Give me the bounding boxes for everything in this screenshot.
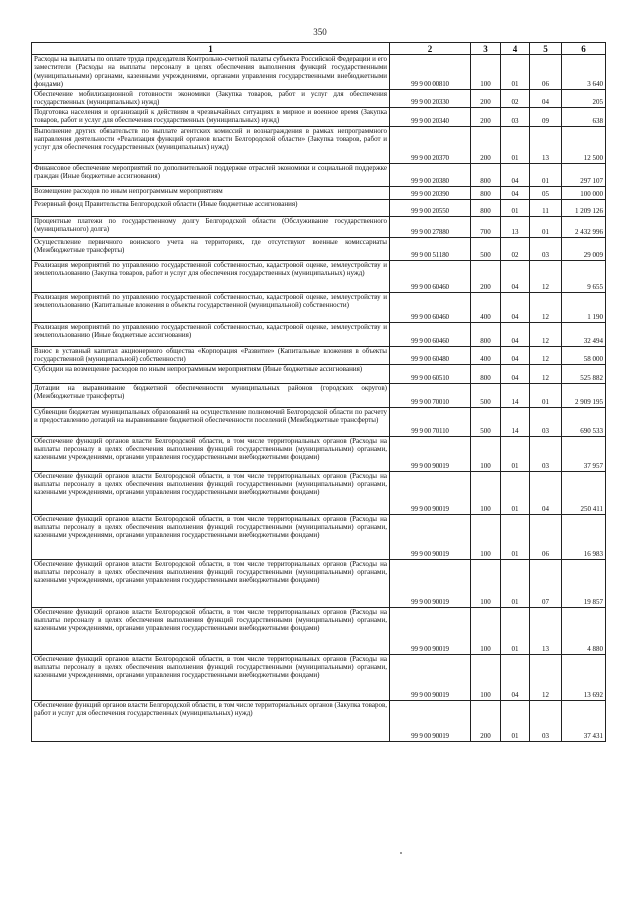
cell-description: Обеспечение мобилизационной готовности экономики (Закупка товаров, работ и услуг для обеспечения государственных (муниципальных) нужд) (32, 89, 390, 107)
cell-section: 04 (501, 260, 530, 292)
cell-code: 99 9 00 60510 (390, 364, 471, 383)
cell-section: 02 (501, 89, 530, 107)
table-row (32, 654, 606, 700)
cell-code: 99 9 00 20370 (390, 126, 471, 163)
cell-amount: 9 655 (562, 260, 606, 292)
cell-expense-type: 200 (471, 89, 501, 107)
cell-section: 03 (501, 107, 530, 126)
cell-code: 99 9 00 20390 (390, 186, 471, 199)
table-row (32, 436, 606, 471)
cell-description: Подготовка населения и организаций к действиям в чрезвычайных ситуациях в мирное и военное время (Закупка товаров, работ и услуг для обеспечения государственных (муниципальных) нужд) (32, 107, 390, 126)
table-body (32, 55, 606, 742)
cell-expense-type: 100 (471, 471, 501, 514)
cell-description: Процентные платежи по государственному долгу Белгородской области (Обслуживание государственного (муниципального) долга) (32, 216, 390, 237)
cell-code: 99 9 00 90019 (390, 471, 471, 514)
column-header-section: 4 (501, 43, 530, 55)
cell-amount: 58 000 (562, 346, 606, 364)
cell-description: Возмещение расходов по иным непрограммным мероприятиям (32, 186, 390, 199)
cell-subsection: 01 (530, 163, 562, 186)
cell-description: Резервный фонд Правительства Белгородской области (Иные бюджетные ассигнования) (32, 199, 390, 216)
cell-expense-type: 800 (471, 364, 501, 383)
cell-subsection: 07 (530, 559, 562, 607)
cell-amount: 638 (562, 107, 606, 126)
cell-expense-type: 100 (471, 55, 501, 90)
cell-section: 04 (501, 364, 530, 383)
cell-description: Выполнение других обязательств по выплате агентских комиссий и вознаграждения в рамках непрограммного направления деятельности «Реализация функций органов власти Белгородской области» (Закупка товаров, работ и услуг для обеспечения государственных (муниципальных) нужд) (32, 126, 390, 163)
cell-section: 04 (501, 186, 530, 199)
cell-code: 99 9 00 90019 (390, 436, 471, 471)
cell-expense-type: 800 (471, 322, 501, 346)
cell-section: 13 (501, 216, 530, 237)
cell-amount: 690 533 (562, 407, 606, 436)
cell-expense-type: 500 (471, 237, 501, 260)
cell-amount: 19 857 (562, 559, 606, 607)
scan-mark (400, 852, 402, 854)
cell-description: Обеспечение функций органов власти Белгородской области, в том числе территориальных органов (Расходы на выплаты персоналу в целях обеспечения выполнения функций государственными (муниципальными) органами, казенными учреждениями, органами управления государственными внебюджетными фондами) (32, 514, 390, 559)
cell-amount: 4 880 (562, 607, 606, 654)
cell-amount: 37 431 (562, 700, 606, 741)
cell-expense-type: 100 (471, 514, 501, 559)
cell-amount: 1 209 126 (562, 199, 606, 216)
cell-section: 01 (501, 514, 530, 559)
cell-amount: 525 882 (562, 364, 606, 383)
cell-code: 99 9 00 70010 (390, 383, 471, 407)
cell-subsection: 12 (530, 292, 562, 322)
cell-code: 99 9 00 60480 (390, 346, 471, 364)
cell-expense-type: 400 (471, 292, 501, 322)
cell-expense-type: 100 (471, 654, 501, 700)
cell-subsection: 12 (530, 346, 562, 364)
table-header-row (32, 43, 606, 55)
cell-code: 99 9 00 20330 (390, 89, 471, 107)
cell-code: 99 9 00 20550 (390, 199, 471, 216)
cell-amount: 37 957 (562, 436, 606, 471)
table-row (32, 407, 606, 436)
cell-description: Обеспечение функций органов власти Белгородской области, в том числе территориальных органов (Закупка товаров, работ и услуг для обеспечения государственных (муниципальных) нужд) (32, 700, 390, 741)
cell-amount: 297 107 (562, 163, 606, 186)
cell-amount: 100 000 (562, 186, 606, 199)
cell-expense-type: 100 (471, 436, 501, 471)
cell-subsection: 05 (530, 186, 562, 199)
table-row (32, 199, 606, 216)
cell-description: Обеспечение функций органов власти Белгородской области, в том числе территориальных органов (Расходы на выплаты персоналу в целях обеспечения выполнения функций государственными (муниципальными) органами, казенными учреждениями, органами управления государственными внебюджетными фондами) (32, 436, 390, 471)
cell-description: Обеспечение функций органов власти Белгородской области, в том числе территориальных органов (Расходы на выплаты персоналу в целях обеспечения выполнения функций государственными (муниципальными) органами, казенными учреждениями, органами управления государственными внебюджетными фондами) (32, 654, 390, 700)
table-row (32, 700, 606, 741)
cell-subsection: 03 (530, 407, 562, 436)
table-row (32, 260, 606, 292)
cell-section: 01 (501, 471, 530, 514)
cell-code: 99 9 00 90019 (390, 654, 471, 700)
cell-subsection: 06 (530, 55, 562, 90)
cell-code: 99 9 00 51180 (390, 237, 471, 260)
table-row (32, 346, 606, 364)
cell-code: 99 9 00 90019 (390, 514, 471, 559)
cell-subsection: 12 (530, 322, 562, 346)
cell-subsection: 11 (530, 199, 562, 216)
cell-subsection: 12 (530, 364, 562, 383)
cell-description: Реализация мероприятий по управлению государственной собственностью, кадастровой оценке, землеустройству и землепользованию (Иные бюджетные ассигнования) (32, 322, 390, 346)
table-row (32, 186, 606, 199)
cell-section: 04 (501, 292, 530, 322)
cell-expense-type: 100 (471, 559, 501, 607)
cell-code: 99 9 00 90019 (390, 700, 471, 741)
column-header-amount: 6 (562, 43, 606, 55)
table-row (32, 514, 606, 559)
cell-description: Обеспечение функций органов власти Белгородской области, в том числе территориальных органов (Расходы на выплаты персоналу в целях обеспечения выполнения функций государственными (муниципальными) органами, казенными учреждениями, органами управления государственными внебюджетными фондами) (32, 471, 390, 514)
cell-subsection: 06 (530, 514, 562, 559)
table-row (32, 364, 606, 383)
cell-amount: 3 640 (562, 55, 606, 90)
cell-code: 99 9 00 90019 (390, 559, 471, 607)
cell-expense-type: 800 (471, 186, 501, 199)
cell-description: Дотации на выравнивание бюджетной обеспеченности муниципальных районов (городских округов) (Межбюджетные трансферты) (32, 383, 390, 407)
cell-expense-type: 500 (471, 407, 501, 436)
cell-description: Обеспечение функций органов власти Белгородской области, в том числе территориальных органов (Расходы на выплаты персоналу в целях обеспечения выполнения функций государственными (муниципальными) органами, казенными учреждениями, органами управления государственными внебюджетными фондами) (32, 559, 390, 607)
table-row (32, 89, 606, 107)
cell-amount: 2 909 195 (562, 383, 606, 407)
cell-subsection: 12 (530, 654, 562, 700)
cell-amount: 29 009 (562, 237, 606, 260)
table-row (32, 163, 606, 186)
cell-description: Субсидии на возмещение расходов по иным непрограммным мероприятиям (Иные бюджетные ассигнования) (32, 364, 390, 383)
cell-section: 04 (501, 654, 530, 700)
cell-expense-type: 800 (471, 163, 501, 186)
cell-amount: 2 432 996 (562, 216, 606, 237)
table-row (32, 237, 606, 260)
cell-expense-type: 500 (471, 383, 501, 407)
cell-subsection: 09 (530, 107, 562, 126)
cell-section: 04 (501, 163, 530, 186)
cell-subsection: 03 (530, 237, 562, 260)
cell-subsection: 01 (530, 383, 562, 407)
table-row (32, 559, 606, 607)
cell-expense-type: 800 (471, 199, 501, 216)
cell-code: 99 9 00 20340 (390, 107, 471, 126)
cell-description: Реализация мероприятий по управлению государственной собственностью, кадастровой оценке, землеустройству и землепользованию (Капитальные вложения в объекты государственной (муниципальной) собственности) (32, 292, 390, 322)
cell-amount: 205 (562, 89, 606, 107)
cell-section: 14 (501, 383, 530, 407)
cell-section: 14 (501, 407, 530, 436)
table-row (32, 383, 606, 407)
cell-expense-type: 200 (471, 126, 501, 163)
cell-section: 04 (501, 346, 530, 364)
cell-code: 99 9 00 20380 (390, 163, 471, 186)
cell-code: 99 9 00 60460 (390, 322, 471, 346)
cell-code: 99 9 00 60460 (390, 292, 471, 322)
cell-section: 01 (501, 55, 530, 90)
cell-expense-type: 400 (471, 346, 501, 364)
cell-expense-type: 100 (471, 607, 501, 654)
cell-description: Взнос в уставный капитал акционерного общества «Корпорация «Развитие» (Капитальные вложения в объекты государственной (муниципальной) собственности) (32, 346, 390, 364)
table-row (32, 471, 606, 514)
column-header-code: 2 (390, 43, 471, 55)
cell-section: 01 (501, 559, 530, 607)
cell-section: 01 (501, 126, 530, 163)
table-row (32, 107, 606, 126)
cell-section: 04 (501, 322, 530, 346)
cell-code: 99 9 00 90019 (390, 607, 471, 654)
cell-description: Расходы на выплаты по оплате труда председателя Контрольно-счетной палаты субъекта Российской Федерации и его заместители (Расходы на выплаты персоналу в целях обеспечения выполнения функций государственными (муниципальными) органами, казенными учреждениями, органами управления государственными внебюджетными фондами) (32, 55, 390, 90)
cell-description: Субвенции бюджетам муниципальных образований на осуществление полномочий Белгородской области по расчету и предоставлению дотаций на выравнивание бюджетной обеспеченности поселений (Межбюджетные трансферты) (32, 407, 390, 436)
table-row (32, 216, 606, 237)
cell-subsection: 12 (530, 260, 562, 292)
cell-subsection: 03 (530, 436, 562, 471)
cell-expense-type: 200 (471, 700, 501, 741)
cell-amount: 16 983 (562, 514, 606, 559)
cell-expense-type: 200 (471, 260, 501, 292)
cell-amount: 12 500 (562, 126, 606, 163)
table-row (32, 55, 606, 90)
cell-subsection: 04 (530, 471, 562, 514)
cell-amount: 1 190 (562, 292, 606, 322)
cell-section: 01 (501, 607, 530, 654)
cell-subsection: 13 (530, 607, 562, 654)
table-row (32, 126, 606, 163)
cell-code: 99 9 00 60460 (390, 260, 471, 292)
cell-description: Финансовое обеспечение мероприятий по дополнительной поддержке отраслей экономики и социальной поддержке граждан (Иные бюджетные ассигнования) (32, 163, 390, 186)
cell-subsection: 13 (530, 126, 562, 163)
cell-description: Осуществление первичного воинского учета на территориях, где отсутствуют военные комиссариаты (Межбюджетные трансферты) (32, 237, 390, 260)
column-header-expense-type: 3 (471, 43, 501, 55)
column-header-subsection: 5 (530, 43, 562, 55)
cell-code: 99 9 00 00810 (390, 55, 471, 90)
page-number: 350 (313, 27, 327, 37)
cell-description: Реализация мероприятий по управлению государственной собственностью, кадастровой оценке, землеустройству и землепользованию (Закупка товаров, работ и услуг для обеспечения государственных (муниципальных) нужд) (32, 260, 390, 292)
column-header-description: 1 (32, 43, 390, 55)
cell-description: Обеспечение функций органов власти Белгородской области, в том числе территориальных органов (Расходы на выплаты персоналу в целях обеспечения выполнения функций государственными (муниципальными) органами, казенными учреждениями, органами управления государственными внебюджетными фондами) (32, 607, 390, 654)
cell-subsection: 04 (530, 89, 562, 107)
cell-code: 99 9 00 27880 (390, 216, 471, 237)
cell-subsection: 01 (530, 216, 562, 237)
cell-amount: 13 692 (562, 654, 606, 700)
cell-expense-type: 200 (471, 107, 501, 126)
cell-section: 01 (501, 436, 530, 471)
cell-code: 99 9 00 70110 (390, 407, 471, 436)
cell-subsection: 03 (530, 700, 562, 741)
cell-amount: 32 494 (562, 322, 606, 346)
table-row (32, 607, 606, 654)
cell-amount: 250 411 (562, 471, 606, 514)
table-row (32, 322, 606, 346)
budget-table (31, 42, 606, 742)
cell-expense-type: 700 (471, 216, 501, 237)
table-row (32, 292, 606, 322)
cell-section: 02 (501, 237, 530, 260)
cell-section: 01 (501, 199, 530, 216)
cell-section: 01 (501, 700, 530, 741)
